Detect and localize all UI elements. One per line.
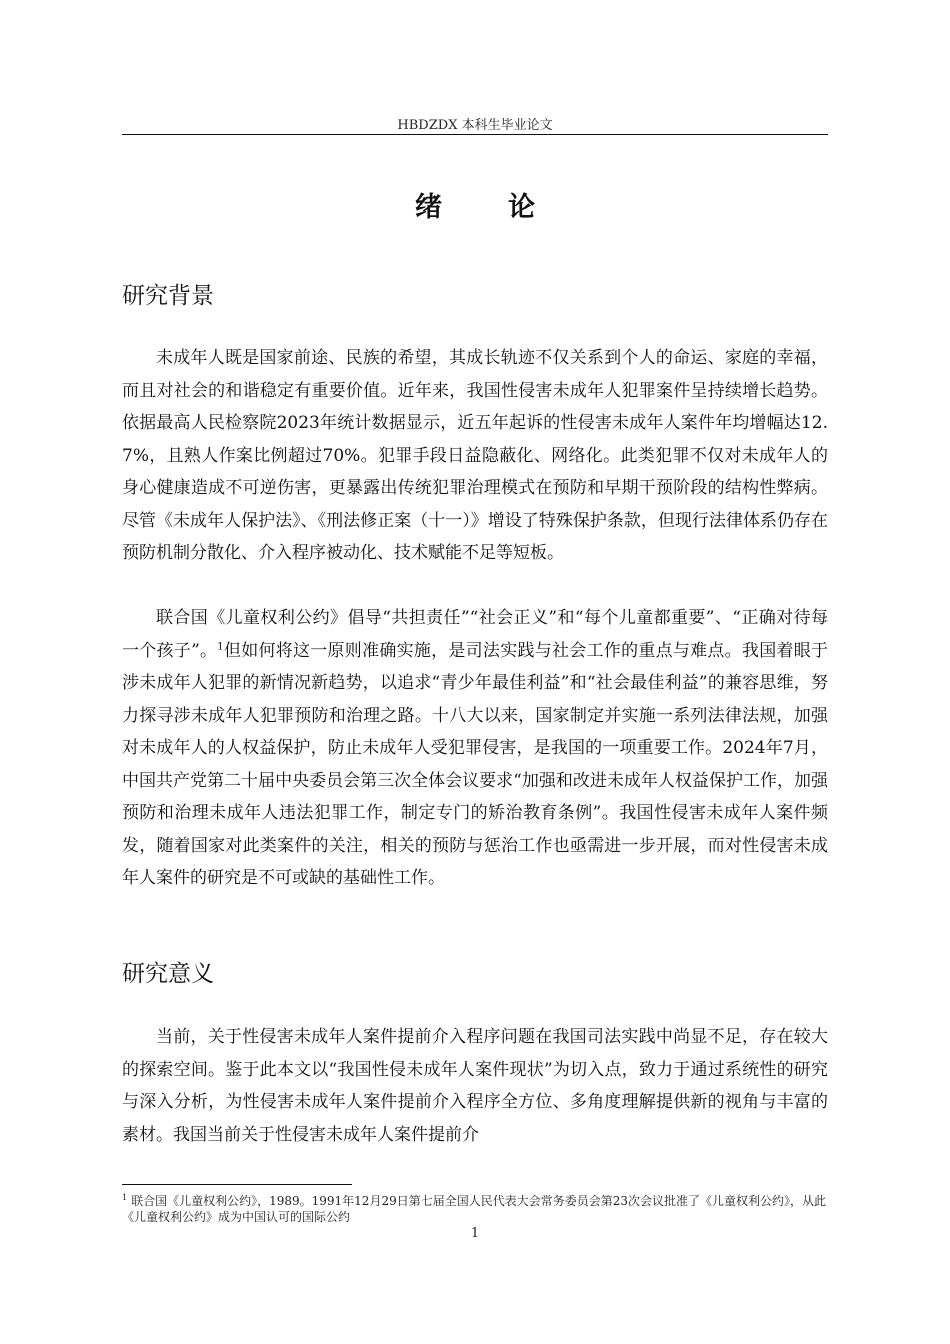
footnote-text: 联合国《儿童权利公约》，1989。1991年12月29日第七届全国人民代表大会常务委员会第23次会议批准了《儿童权利公约》，从此《儿童权利公约》成为中国认可的国际公约: [122, 1194, 826, 1224]
section-heading-significance: 研究意义: [122, 961, 214, 987]
paragraph-text: 联合国《儿童权利公约》倡导“共担责任”“社会正义”和“每个儿童都重要”、“正确对待每一个孩子”。: [122, 608, 828, 661]
running-header: HBDZDX 本科生毕业论文: [397, 118, 553, 133]
page-number: 1: [470, 1226, 480, 1241]
body-paragraph: 当前，关于性侵害未成年人案件提前介入程序问题在我国司法实践中尚显不足，存在较大的探索空间。鉴于此本文以“我国性侵未成年人案件现状”为切入点，致力于通过系统性的研究与深入分析，为性侵害未成年人案件提前介入程序全方位、多角度理解提供新的视角与丰富的素材。我国当前关于性侵害未成年人案件提前介: [122, 1027, 828, 1145]
footnote-reference[interactable]: 1: [217, 640, 224, 652]
paragraph-text: 但如何将这一原则准确实施，是司法实践与社会工作的重点与难点。我国着眼于涉未成年人犯罪的新情况新趋势，以追求“青少年最佳利益”和“社会最佳利益”的兼容思维，努力探寻涉未成年人犯罪预防和治理之路。十八大以来，国家制定并实施一系列法律法规，加强对未成年人的人权益保护，防止未成年人受犯罪侵害，是我国的一项重要工作。2024年7月，中国共产党第二十届中央委员会第三次全体会议要求“加强和改进未成年人权益保护工作，加强预防和治理未成年人违法犯罪工作，制定专门的矫治教育条例”。我国性侵害未成年人案件频发，随着国家对此类案件的关注，相关的预防与惩治工作也亟需进一步开展，而对性侵害未成年人案件的研究是不可或缺的基础性工作。: [122, 640, 828, 888]
chapter-title: 绪论: [415, 192, 601, 223]
section-heading-background: 研究背景: [122, 283, 214, 309]
header-rule: [122, 134, 828, 135]
body-paragraph: 未成年人既是国家前途、民族的希望，其成长轨迹不仅关系到个人的命运、家庭的幸福，而且对社会的和谐稳定有重要价值。近年来，我国性侵害未成年人犯罪案件呈持续增长趋势。依据最高人民检察院2023年统计数据显示，近五年起诉的性侵害未成年人案件年均增幅达12.7%，且熟人作案比例超过70%。犯罪手段日益隐蔽化、网络化。此类犯罪不仅对未成年人的身心健康造成不可逆伤害，更暴露出传统犯罪治理模式在预防和早期干预阶段的结构性弊病。尽管《未成年人保护法》、《刑法修正案（十一）》增设了特殊保护条款，但现行法律体系仍存在预防机制分散化、介入程序被动化、技术赋能不足等短板。: [122, 348, 828, 563]
footnote-rule: [122, 1184, 352, 1185]
body-paragraph: [122, 602, 828, 895]
footnote: [122, 1193, 828, 1225]
footnote-mark: 1: [122, 1193, 128, 1202]
